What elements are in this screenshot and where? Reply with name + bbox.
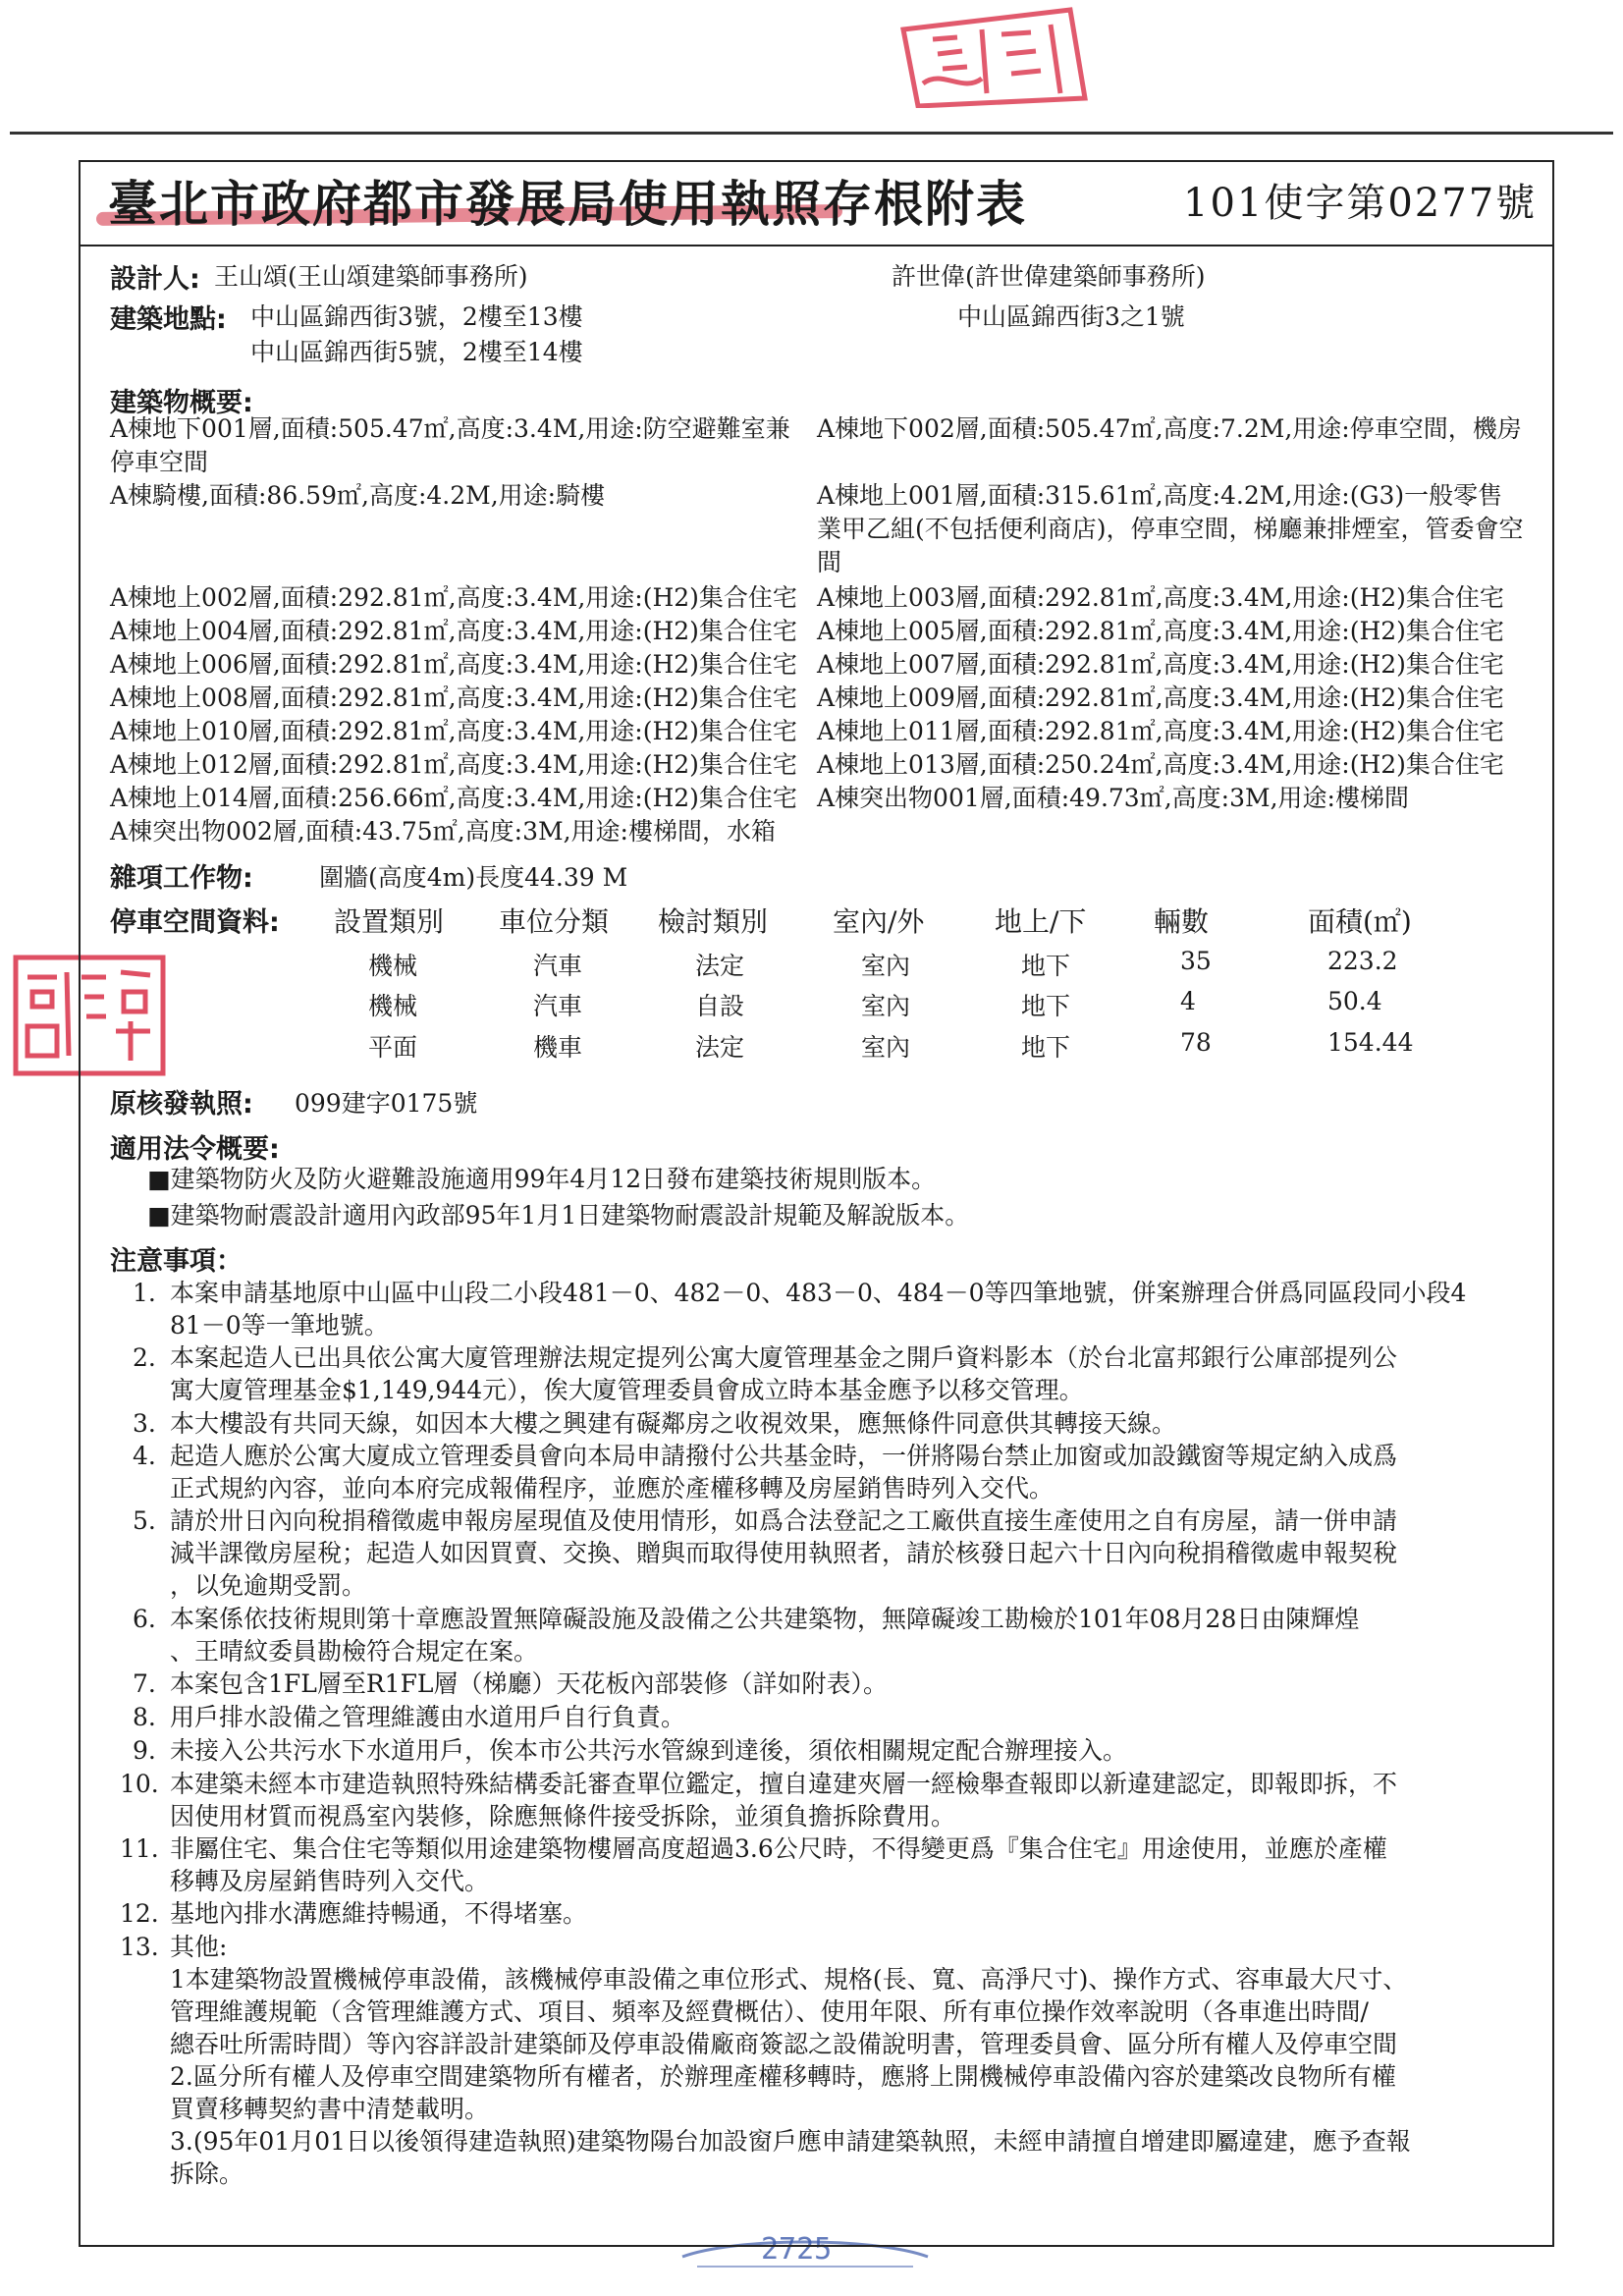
parking-cell: 地下 <box>1021 992 1071 1020</box>
note-item <box>133 1734 1527 1770</box>
note-line: 總吞吐所需時間）等內容詳設計建築師及停車設備廠商簽認之設備說明書，管理委員會、區分所有權人及停車空間 <box>170 2030 1398 2058</box>
overview-item: A棟地上003層,面積:292.81㎡,高度:3.4M,用途:(H2)集合住宅 <box>817 583 1504 612</box>
parking-label: 停車空間資料: <box>110 907 280 938</box>
overview-item: A棟突出物001層,面積:49.73㎡,高度:3M,用途:樓梯間 <box>817 784 1409 812</box>
original-permit-label: 原核發執照: <box>110 1089 253 1120</box>
parking-cell: 機械 <box>368 952 418 980</box>
law-item: ■建築物耐震設計適用內政部95年1月1日建築物耐震設計規範及解說版本。 <box>147 1201 970 1230</box>
note-number: 2. <box>133 1343 156 1372</box>
note-line: 本案起造人已出具依公寓大廈管理辦法規定提列公寓大廈管理基金之開戶資料影本（於台北富邦銀行公庫部提列公 <box>170 1343 1398 1372</box>
note-number: 4. <box>133 1442 156 1470</box>
note-line: 1本建築物設置機械停車設備，該機械停車設備之車位形式、規格(長、寬、高淨尺寸)、操作方式、容車最大尺寸、 <box>170 1965 1408 1994</box>
top-rule <box>10 132 1613 135</box>
note-line: 用戶排水設備之管理維護由水道用戶自行負責。 <box>170 1703 686 1731</box>
parking-cell: 154.44 <box>1327 1028 1414 1057</box>
overview-item: A棟地上006層,面積:292.81㎡,高度:3.4M,用途:(H2)集合住宅 <box>110 650 797 679</box>
site-label: 建築地點: <box>110 304 227 335</box>
parking-cell: 223.2 <box>1327 947 1398 975</box>
parking-cell: 法定 <box>695 1033 745 1062</box>
note-item <box>133 1277 1527 1345</box>
note-line: 本大樓設有共同天線，如因本大樓之興建有礙鄰房之收視效果，應無條件同意供其轉接天線。 <box>170 1409 1177 1438</box>
permit-number: 101使字第0277號 <box>1183 181 1538 226</box>
note-line: 管理維護規範（含管理維護方式、項目、頻率及經費概估）、使用年限、所有車位操作效率說明（各車進出時間/ <box>170 1997 1369 2026</box>
note-item <box>133 1603 1527 1671</box>
note-number: 13. <box>120 1933 159 1961</box>
note-line: 起造人應於公寓大廈成立管理委員會向本局申請撥付公共基金時，一併將陽台禁止加窗或加設鐵窗等規定納入成爲 <box>170 1442 1398 1470</box>
site-line-1: 中山區錦西街3號，2樓至13樓 <box>250 302 583 331</box>
note-line: 3.(95年01月01日以後領得建造執照)建築物陽台加設窗戶應申請建築執照，未經申請擅自增建即屬違建，應予查報 <box>170 2127 1411 2156</box>
note-item <box>133 1504 1527 1607</box>
note-number: 7. <box>133 1669 156 1698</box>
parking-cell: 室內 <box>861 992 911 1020</box>
note-item <box>133 1701 1527 1736</box>
parking-header: 檢討類別 <box>658 905 769 938</box>
misc-label: 雜項工作物: <box>110 863 253 894</box>
parking-cell: 室內 <box>861 1033 911 1062</box>
overview-item: A棟騎樓,面積:86.59㎡,高度:4.2M,用途:騎樓 <box>110 481 606 510</box>
note-line: 正式規約內容，並向本府完成報備程序，並應於產權移轉及房屋銷售時列入交代。 <box>170 1474 1055 1503</box>
note-item <box>133 1667 1527 1703</box>
note-line: 81－0等一筆地號。 <box>170 1311 389 1339</box>
note-line: 因使用材質而視爲室內裝修，除應無條件接受拆除，並須負擔拆除費用。 <box>170 1802 956 1831</box>
law-item: ■建築物防火及防火避難設施適用99年4月12日發布建築技術規則版本。 <box>147 1165 937 1193</box>
parking-header: 面積(㎡) <box>1308 905 1412 938</box>
note-number: 10. <box>120 1770 159 1798</box>
overview-item: A棟地上001層,面積:315.61㎡,高度:4.2M,用途:(G3)一般零售業甲乙組(不包括便利商店)，停車空間，梯廳兼排煙室，管委會空間 <box>817 481 1524 576</box>
designer-left: 王山頌(王山頌建築師事務所) <box>214 262 528 291</box>
designer-right: 許世偉(許世偉建築師事務所) <box>892 262 1206 291</box>
note-line: 拆除。 <box>170 2159 244 2188</box>
note-line: 本案係依技術規則第十章應設置無障礙設施及設備之公共建築物，無障礙竣工勘檢於101年08月28日由陳輝煌 <box>170 1605 1360 1633</box>
misc-value: 圍牆(高度4m)長度44.39 M <box>319 863 628 892</box>
parking-cell: 機車 <box>533 1033 583 1062</box>
overview-item: A棟地上002層,面積:292.81㎡,高度:3.4M,用途:(H2)集合住宅 <box>110 583 797 612</box>
overview-item: A棟地上011層,面積:292.81㎡,高度:3.4M,用途:(H2)集合住宅 <box>817 717 1504 745</box>
note-item <box>133 1341 1527 1410</box>
parking-header: 設置類別 <box>334 905 445 938</box>
overview-label: 建築物概要: <box>110 388 253 418</box>
note-line: 寓大廈管理基金$1,149,944元），俟大廈管理委員會成立時本基金應予以移交管理。 <box>170 1376 1084 1404</box>
overview-item: A棟地上007層,面積:292.81㎡,高度:3.4M,用途:(H2)集合住宅 <box>817 650 1504 679</box>
parking-cell: 汽車 <box>533 992 583 1020</box>
note-item <box>120 1832 1527 1901</box>
parking-cell: 78 <box>1180 1028 1212 1057</box>
overview-item: A棟地上010層,面積:292.81㎡,高度:3.4M,用途:(H2)集合住宅 <box>110 717 797 745</box>
overview-item: A棟突出物002層,面積:43.75㎡,高度:3M,用途:樓梯間，水箱 <box>110 817 776 846</box>
note-line: 、王晴紋委員勘檢符合規定在案。 <box>170 1637 539 1666</box>
overview-item: A棟地下002層,面積:505.47㎡,高度:7.2M,用途:停車空間，機房 <box>817 414 1522 443</box>
parking-cell: 平面 <box>368 1033 418 1062</box>
note-number: 9. <box>133 1736 156 1765</box>
overview-item: A棟地上013層,面積:250.24㎡,高度:3.4M,用途:(H2)集合住宅 <box>817 750 1504 779</box>
overview-item: A棟地下001層,面積:505.47㎡,高度:3.4M,用途:防空避難室兼停車空間 <box>110 414 790 476</box>
note-line: 買賣移轉契約書中清楚載明。 <box>170 2095 490 2123</box>
overview-item: A棟地上012層,面積:292.81㎡,高度:3.4M,用途:(H2)集合住宅 <box>110 750 797 779</box>
note-line: 本案包含1FL層至R1FL層（梯廳）天花板內部裝修（詳如附表）。 <box>170 1669 889 1698</box>
document-title: 臺北市政府都市發展局使用執照存根附表 <box>108 175 1027 233</box>
notes-label: 注意事項： <box>110 1246 243 1277</box>
parking-header: 地上/下 <box>995 905 1087 938</box>
overview-item: A棟地上009層,面積:292.81㎡,高度:3.4M,用途:(H2)集合住宅 <box>817 683 1504 712</box>
parking-cell: 法定 <box>695 952 745 980</box>
note-line: 本案申請基地原中山區中山段二小段481－0、482－0、483－0、484－0等四筆地號，併案辦理合併爲同區段同小段4 <box>170 1279 1467 1307</box>
note-number: 5. <box>133 1506 156 1535</box>
parking-cell: 汽車 <box>533 952 583 980</box>
designer-label: 設計人: <box>110 264 200 295</box>
note-number: 1. <box>133 1279 156 1307</box>
note-line: ，以免逾期受罰。 <box>170 1571 367 1600</box>
parking-cell: 機械 <box>368 992 418 1020</box>
note-line: 本建築未經本市建造執照特殊結構委託審查單位鑑定，擅自違建夾層一經檢舉查報即以新違建認定，即報即拆，不 <box>170 1770 1398 1798</box>
parking-cell: 50.4 <box>1327 987 1382 1015</box>
site-line-2: 中山區錦西街5號，2樓至14樓 <box>250 338 583 366</box>
receipt-number: 2725 <box>761 2232 833 2267</box>
parking-cell: 室內 <box>861 952 911 980</box>
overview-item: A棟地上005層,面積:292.81㎡,高度:3.4M,用途:(H2)集合住宅 <box>817 617 1504 645</box>
note-line: 2.區分所有權人及停車空間建築物所有權者，於辦理產權移轉時，應將上開機械停車設備內容於建築改良物所有權 <box>170 2062 1396 2091</box>
note-line: 其他: <box>170 1933 228 1961</box>
note-line: 請於卅日內向稅捐稽徵處申報房屋現值及使用情形，如爲合法登記之工廠供直接生產使用之自有房屋，請一併申請 <box>170 1506 1398 1535</box>
parking-cell: 地下 <box>1021 1033 1071 1062</box>
note-item <box>133 1407 1527 1443</box>
site-right: 中山區錦西街3之1號 <box>957 302 1185 331</box>
parking-cell: 35 <box>1180 947 1212 975</box>
overview-item: A棟地上014層,面積:256.66㎡,高度:3.4M,用途:(H2)集合住宅 <box>110 784 797 812</box>
note-line: 移轉及房屋銷售時列入交代。 <box>170 1867 490 1895</box>
original-permit-value: 099建字0175號 <box>295 1089 478 1118</box>
parking-header: 室內/外 <box>833 905 925 938</box>
note-number: 11. <box>120 1834 159 1863</box>
note-number: 8. <box>133 1703 156 1731</box>
note-item <box>133 1440 1527 1508</box>
note-number: 6. <box>133 1605 156 1633</box>
note-item <box>120 1931 1527 2206</box>
parking-cell: 地下 <box>1021 952 1071 980</box>
overview-item: A棟地上004層,面積:292.81㎡,高度:3.4M,用途:(H2)集合住宅 <box>110 617 797 645</box>
parking-cell: 4 <box>1180 987 1196 1015</box>
note-item <box>120 1897 1527 1933</box>
note-line: 非屬住宅、集合住宅等類似用途建築物樓層高度超過3.6公尺時，不得變更爲『集合住宅』用途使用，並應於產權 <box>170 1834 1387 1863</box>
note-number: 12. <box>120 1899 159 1928</box>
note-item <box>120 1768 1527 1836</box>
note-line: 未接入公共污水下水道用戶，俟本市公共污水管線到達後，須依相關規定配合辦理接入。 <box>170 1736 1128 1765</box>
overview-item: A棟地上008層,面積:292.81㎡,高度:3.4M,用途:(H2)集合住宅 <box>110 683 797 712</box>
laws-label: 適用法令概要: <box>110 1134 280 1165</box>
note-line: 基地內排水溝應維持暢通，不得堵塞。 <box>170 1899 588 1928</box>
note-number: 3. <box>133 1409 156 1438</box>
parking-header: 車位分類 <box>499 905 610 938</box>
parking-cell: 自設 <box>695 992 745 1020</box>
red-official-seal-icon <box>864 0 1109 108</box>
note-line: 減半課徵房屋稅；起造人如因買賣、交換、贈與而取得使用執照者，請於核發日起六十日內向稅捐稽徵處申報契稅 <box>170 1539 1398 1567</box>
parking-header: 輛數 <box>1154 905 1210 938</box>
